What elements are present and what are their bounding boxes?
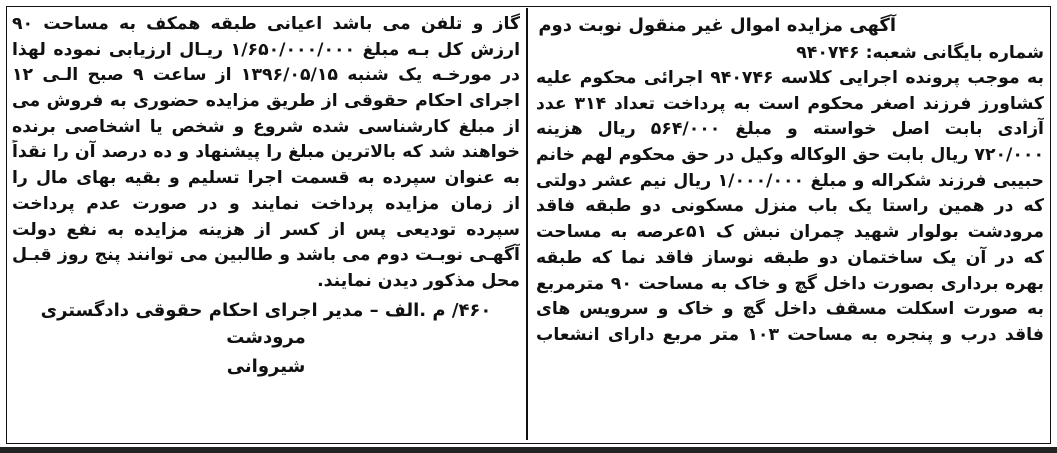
body-line: بهره برداری بصورت داخل گچ و خاک به مساحت ۹۰ مترمربع — [536, 273, 1044, 294]
body-line: خواهند شد که بالاترین مبلغ را پیشنهاد و ده درصد آن را نقداً — [12, 142, 520, 163]
body-line: محل مذکور دیدن نمایند. — [317, 270, 520, 291]
body-line: حبیبی فرزند شکراله و مبلغ ۱/۰۰۰/۰۰۰ ریال نیم عشر دولتی — [536, 170, 1044, 191]
body-line: که در آن یک ساختمان دو طبقه نوساز فاقد نما که طبقه — [536, 247, 1044, 268]
body-line: در مورخـه یک شنبه ۱۳۹۶/۰۵/۱۵ از ساعت ۹ صبح الـی ۱۲ — [12, 65, 520, 86]
body-line: ۷۲۰/۰۰۰ ریال بابت حق الوکاله وکیل در حق محکوم لهم خانم — [536, 145, 1044, 166]
body-line: ارزش کل بـه مبلغ ۱/۶۵۰/۰۰۰/۰۰۰ ریـال ارزیابی نموده لهذا — [12, 39, 520, 60]
body-line: مرودشت بولوار شهید چمران نبش ک ۵۱عرصه به مساحت — [536, 222, 1044, 243]
body-line: سپرده تودیعی پس از کسر از هزینه مزایده به نفع دولت — [12, 219, 520, 240]
body-line: اجرای احکام حقوقی از طریق مزایده حضوری به فروش می — [12, 91, 520, 112]
body-line: کشاورز فرزند اصغر محکوم است به پرداخت تعداد ۳۱۴ عدد — [536, 93, 1044, 114]
body-line: آگهـی نوبـت دوم می باشد و طالبین می توانند پنج روز قبـل — [12, 245, 520, 266]
body-line: به عنوان سپرده به قسمت اجرا تسلیم و بقیه بهای مال را — [12, 168, 520, 189]
left-column — [12, 12, 520, 380]
signoff-line: ۴۶۰/ م .الف – مدیر اجرای احکام حقوقی دادگستری مرودشت — [40, 299, 492, 348]
body-line: که در همین راستا یک باب منزل مسکونی دو طبقه فاقد — [536, 196, 1044, 217]
case-number: شماره بایگانی شعبه: ۹۴۰۷۴۶ — [796, 43, 1044, 63]
body-line: آزادی بابت اصل خواسته و مبلغ ۵۶۴/۰۰۰ ریال هزینه — [536, 119, 1044, 140]
body-line: گاز و تلفن می باشد اعیانی طبقه همکف به مساحت ۹۰ — [12, 14, 520, 34]
body-line: به موجب پرونده اجرایی کلاسه ۹۴۰۷۴۶ اجرائی محکوم علیه — [536, 68, 1044, 88]
body-line: به صورت اسکلت مسقف داخل گچ و خاک و سرویس های — [536, 299, 1044, 320]
body-line: از مبلغ کارشناسی شده شروع و شخص یا اشخاصی برنده — [12, 116, 520, 137]
signoff-name: شیروانی — [226, 355, 306, 377]
bottom-rule — [0, 447, 1057, 453]
right-column — [536, 12, 1044, 349]
column-divider — [526, 8, 528, 440]
notice-title: آگهی مزایده اموال غیر منقول نوبت دوم — [538, 15, 896, 36]
body-line: از زمان مزایده پرداخت نمایند و در صورت عدم پرداخت — [12, 193, 520, 214]
body-line: فاقد درب و پنجره به مساحت ۱۰۳ متر مربع دارای انشعاب — [536, 324, 1044, 345]
